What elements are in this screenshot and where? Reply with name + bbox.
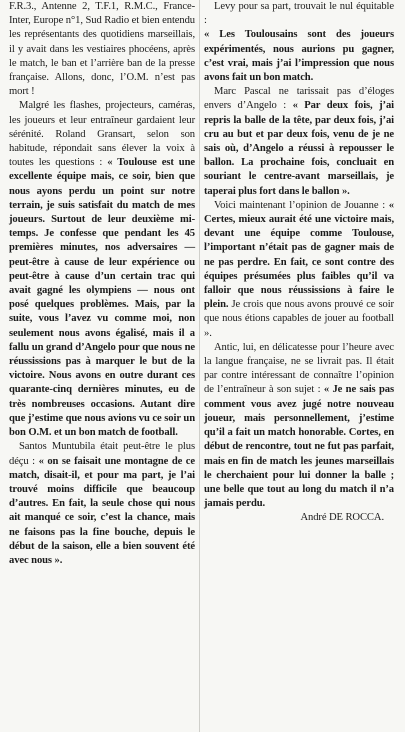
antic-paragraph — [204, 341, 394, 511]
column-divider — [199, 0, 200, 732]
gransart-quote: « Toulouse est une excellente équipe mais, ce soir, bien que nous ayons perdu un point sur notre terrain, je suis satisfait du match de mes joueurs. Surtout de leur deuxième mi-temps. Je confesse que pendant les 45 premières minutes, nos adversaires — peut-être à cause de leur expérience ou peut-être à cause d’un certain trac qui avait gagné les olympiens — nous ont posé quelques problèmes. Mais, par la suite, vous l’avez vu comme moi, non seulement nous avons égalisé, mais il a fallu un grand d’Angelo pour que nous ne réussissions pas à marquer le but de la victoire. Nous avons en outre durant ces quarante-cinq dernières minutes, eu de très nombreuses occasions. Autant dire que j’estime que nous avions vu ce soir un bon O.M. et un bon match de football. — [9, 157, 195, 439]
intro-paragraph: F.R.3., Antenne 2, T.F.1, R.M.C., France-Inter, Europe n°1, Sud Radio et bien entendu les représentants des quotidiens marseillais, il y avait dans les vestiaires phocéens, après le match, le ban et l’arrière ban de la presse française. Allons, donc, l’O.M. n’est pas mort ! — [9, 1, 195, 98]
levy-intro: Levy pour sa part, trouvait le nul équitable : — [204, 1, 394, 27]
muntubila-paragraph — [9, 440, 195, 568]
author-signature: André DE ROCCA. — [300, 512, 384, 524]
muntubila-intro: Santos Muntubila était peut-être le plus déçu : — [9, 441, 195, 467]
left-column — [9, 0, 195, 732]
jouanne-tail: Je crois que nous avons prouvé ce soir que nous étions capables de jouer au football ». — [204, 299, 394, 339]
gransart-paragraph — [9, 99, 195, 440]
antic-quote: « Je ne sais pas comment vous avez jugé notre nouveau joueur, mais personnellement, j’estime qu’il a fait un match honorable. Cortes, en début de rencontre, tout ne fut pas parfait, mais en fin de match les jeunes marseillais le cherchaient pour lui donner la balle ; une belle que tout au long du match il n’a jamais perdu. — [204, 384, 394, 510]
pascal-quote: « Par deux fois, j’ai repris la balle de la tête, par deux fois, j’ai cru au but et par deux fois, venu de je ne sais où, d’Angelo a réussi à repousser le ballon. La prochaine fois, concluait en souriant le centre-avant marseillais, je taperai plus fort dans le ballon ». — [204, 100, 394, 197]
jouanne-quote: « Certes, mieux aurait été une victoire mais, devant une équipe comme Toulouse, l’important n’était pas de gagner mais de ne pas perdre. En fait, ce sont contre des équipes présumées plus faibles qu’il va falloir que nous réussissions à faire le plein. — [204, 199, 394, 311]
pascal-paragraph — [204, 85, 394, 199]
antic-intro: Antic, lui, en délicatesse pour l’heure avec la langue française, ne se livrait pas. Il était par contre intéressant de connaître l’opinion de l’entraîneur à son sujet : — [204, 341, 394, 396]
muntubila-quote: « on se faisait une montagne de ce match, disait-il, et pour ma part, je l’ai trouvé moins difficile que beaucoup d’autres. En fait, la seule chose qui nous ait manqué ce soir, c’est la chance, mais ne faisons pas la fine bouche, depuis le début de la saison, elle a bien souvent été avec nous ». — [9, 455, 195, 566]
right-column — [204, 0, 394, 732]
levy-quote: « Les Toulousains sont des joueurs expérimentés, nous aurions pu gagner, c’est vrai, mais j’ai l’impression que nous avons fait un bon match. — [204, 29, 394, 84]
gransart-intro: Malgré les flashes, projecteurs, caméras, les joueurs et leur entraîneur gardaient leur sérénité. Roland Gransart, selon son habitude, répondait sans élever la voix à toutes les questions : — [9, 100, 195, 169]
pascal-intro: Marc Pascal ne tarissait pas d’éloges envers d’Angelo : — [204, 86, 394, 112]
jouanne-paragraph — [204, 199, 394, 341]
jouanne-intro: Voici maintenant l’opinion de Jouanne : — [214, 199, 386, 211]
